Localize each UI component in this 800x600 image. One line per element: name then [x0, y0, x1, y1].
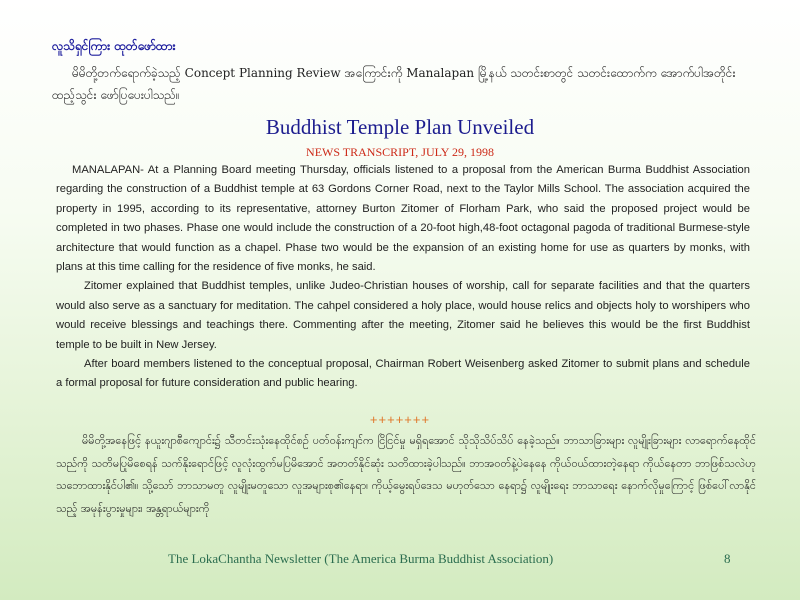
article-source: NEWS TRANSCRIPT, JULY 29, 1998 — [306, 145, 494, 159]
burmese-intro: မိမိတို့တက်ရောက်ခဲ့သည့် Concept Planning Review အကြောင်းကို Manalapan မြို့နယ် သတင်းစာတွင် သတင်းထောက်က အောက်ပါအတိုင်း ထည့်သွင်း ဖော်ပြပေးပါသည်။ — [52, 66, 736, 102]
article-body — [56, 161, 750, 394]
article-paragraph: After board members listened to the conceptual proposal, Chairman Robert Weisenberg asked Zitomer to submit plans and schedule a formal proposal for future consideration and public hearing. — [56, 358, 750, 390]
section-divider: +++++++ — [369, 412, 431, 427]
page-number: 8 — [724, 551, 731, 566]
article-paragraph: Zitomer explained that Buddhist temples, unlike Judeo-Christian houses of worship, call for separate facilities and that the quarters would also serve as a sanctuary for meditation. The cahpel considered a holy place, would house relics and objects holy to worshipers who would receive blessings and teachings there. Commenting after the meeting, Zitomer said he believes this would be the first Buddhist temple to be built in New Jersey. — [56, 280, 750, 351]
burmese-heading: လူသိရှင်ကြား ထုတ်ဖော်ထား — [52, 39, 176, 53]
article-title: Buddhist Temple Plan Unveiled — [265, 115, 535, 139]
article-paragraph: MANALAPAN- At a Planning Board meeting Thursday, officials listened to a proposal from the American Burma Buddhist Association regarding the construction of a Buddhist temple at 63 Gordons Corner Road, next to the Taylor Mills School. The association acquired the property in 1995, according to its representative, attorney Burton Zitomer of Florham Park, who said the proposed project would be completed in two phases. Phase one would include the construction of a 20-foot high,48-foot octagonal pagoda of traditional Burmese-style architecture that would function as a chapel. Phase two would be the expansion of an existing home for use as quarters by monks, with plans at this time calling for the residence of five monks, he said. — [56, 164, 750, 274]
burmese-body: မိမိတို့အနေဖြင့် နယူးဂျာစီကျောင်း၌ သီတင်းသုံးနေထိုင်စဉ် ပတ်ဝန်းကျင်က ငြိငြင်မှု မရှိရအောင် သိုသိုသိပ်သိပ် နေခဲ့သည်။ ဘာသာခြားများ လူမျိုးခြားများ လာရောက်နေထိုင် သည်ကို သတိမပြုမိစေရန် သက်နိုးရောင်ဖြင့် လူလုံးထွက်မပြမိအောင် အတတ်နိုင်ဆုံး သတိထားခဲ့ပါသည်။ ဘာအဝတ်နဲ့ပဲနေနေ ကိုယ်ဝယ်ထားတဲ့နေရာ ကိုယ်နေတာ ဘာဖြစ်သလဲဟု သဘောထားနိုင်ပါ၏။ သို့သော် ဘာသာမတူ လူမျိုးမတူသော လူအများစု၏နေရာ၊ ကိုယ့်မွေးရပ်ဒေသ မဟုတ်သော နေရာ၌ လူမျိုးရေး ဘာသာရေး နောက်လိုမှုကြောင့် ဖြစ်ပေါ်လာနိုင်သည့် အမုန်းပွားမှုများ၊ အန္တရာယ်များကို — [56, 434, 757, 515]
footer-text: The LokaChantha Newsletter (The America Burma Buddhist Association) — [168, 551, 554, 566]
